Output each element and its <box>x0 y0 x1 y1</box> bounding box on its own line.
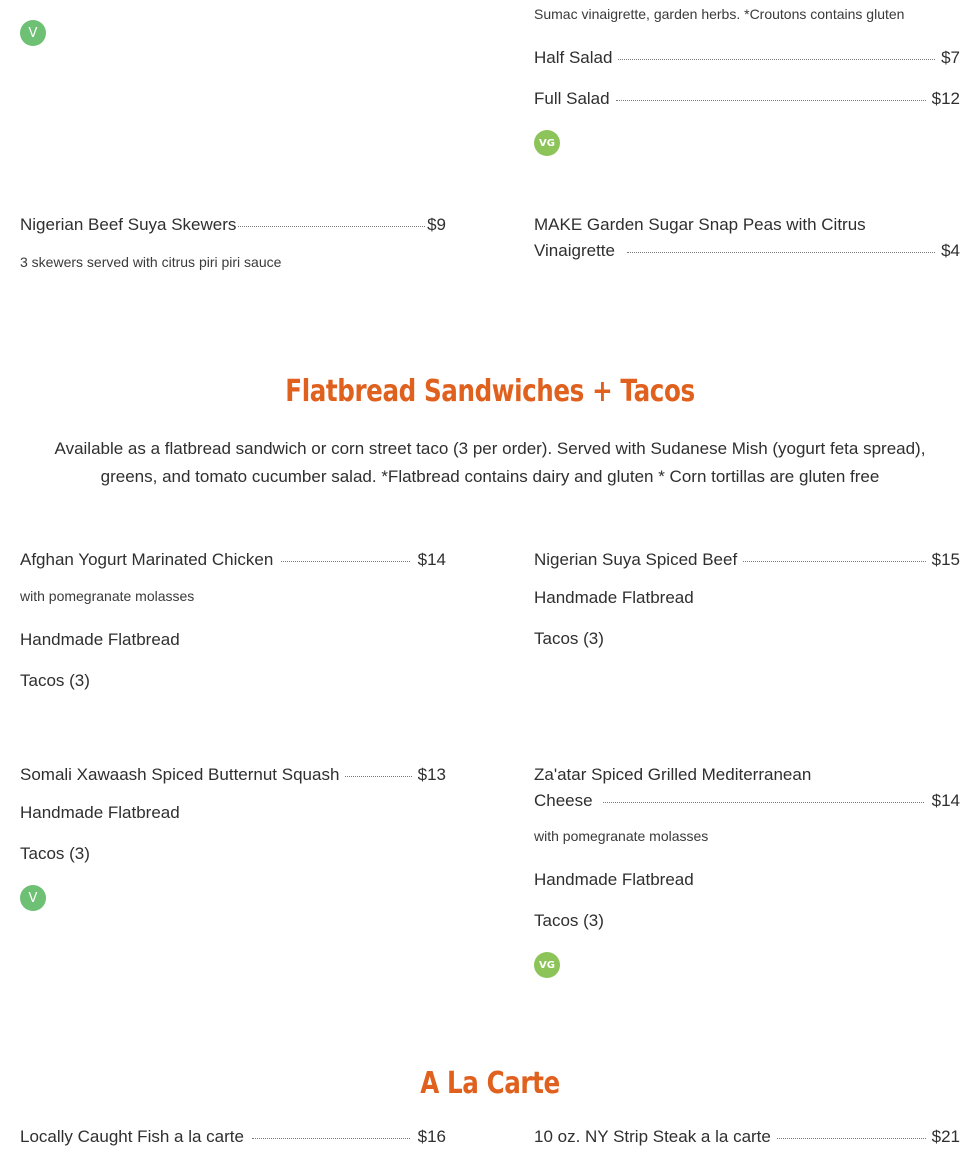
suya-skewers-price: $9 <box>427 215 446 234</box>
chicken-description: with pomegranate molasses <box>20 588 195 604</box>
steak-price: $21 <box>931 1127 960 1146</box>
vegetarian-badge: V <box>20 885 46 911</box>
squash-name: Somali Xawaash Spiced Butternut Squash <box>20 765 340 784</box>
suya-skewers-row <box>20 215 446 235</box>
intro-line-1: Available as a flatbread sandwich or corn street taco (3 per order). Served with Sudanese Mish (yogurt feta spread), <box>54 439 926 458</box>
half-salad-name: Half Salad <box>534 48 613 67</box>
suya-skewers-name: Nigerian Beef Suya Skewers <box>20 215 237 234</box>
chicken-row <box>20 550 446 570</box>
squash-option-flatbread: Handmade Flatbread <box>20 803 180 822</box>
intro-line-2: greens, and tomato cucumber salad. *Flatbread contains dairy and gluten * Corn tortillas are gluten free <box>100 467 880 486</box>
beef-row <box>534 550 960 570</box>
section-title-flatbread: Flatbread Sandwiches + Tacos <box>285 374 695 409</box>
beef-name: Nigerian Suya Spiced Beef <box>534 550 738 569</box>
steak-name: 10 oz. NY Strip Steak a la carte <box>534 1127 771 1146</box>
leader-dots <box>616 100 926 101</box>
fish-name: Locally Caught Fish a la carte <box>20 1127 244 1146</box>
leader-dots <box>603 802 924 803</box>
half-salad-price: $7 <box>941 48 960 67</box>
full-salad-row <box>534 89 960 109</box>
leader-dots <box>238 226 425 227</box>
snap-peas-row <box>534 238 960 264</box>
cheese-item <box>534 762 960 814</box>
squash-row <box>20 765 446 785</box>
leader-dots <box>345 776 411 777</box>
snap-peas-price: $4 <box>941 241 960 260</box>
squash-option-tacos: Tacos (3) <box>20 844 90 863</box>
leader-dots <box>743 561 925 562</box>
cheese-option-tacos: Tacos (3) <box>534 911 604 930</box>
snap-peas-item <box>534 212 960 264</box>
full-salad-name: Full Salad <box>534 89 610 108</box>
fish-row <box>20 1127 446 1147</box>
vegetarian-badge: V <box>20 20 46 46</box>
cheese-row <box>534 788 960 814</box>
fish-price: $16 <box>417 1127 446 1146</box>
leader-dots <box>777 1138 926 1139</box>
half-salad-row <box>534 48 960 68</box>
steak-row <box>534 1127 960 1147</box>
cheese-name-line1: Za'atar Spiced Grilled Mediterranean <box>534 765 812 784</box>
section-intro-flatbread <box>0 435 965 491</box>
vegan-badge: VG <box>534 130 560 156</box>
snap-peas-name-line1: MAKE Garden Sugar Snap Peas with Citrus <box>534 215 866 234</box>
leader-dots <box>627 252 935 253</box>
squash-price: $13 <box>417 765 446 784</box>
vegan-badge: VG <box>534 952 560 978</box>
leader-dots <box>252 1138 410 1139</box>
chicken-option-flatbread: Handmade Flatbread <box>20 630 180 649</box>
section-title-a-la-carte: A La Carte <box>420 1066 560 1101</box>
chicken-name: Afghan Yogurt Marinated Chicken <box>20 550 274 569</box>
snap-peas-name-line2: Vinaigrette <box>534 241 615 260</box>
cheese-option-flatbread: Handmade Flatbread <box>534 870 694 889</box>
leader-dots <box>281 561 409 562</box>
cheese-price: $14 <box>931 791 960 810</box>
cheese-description: with pomegranate molasses <box>534 828 709 844</box>
beef-option-tacos: Tacos (3) <box>534 629 604 648</box>
salad-description: Sumac vinaigrette, garden herbs. *Croutons contains gluten <box>534 6 905 22</box>
chicken-option-tacos: Tacos (3) <box>20 671 90 690</box>
chicken-price: $14 <box>417 550 446 569</box>
leader-dots <box>618 59 935 60</box>
cheese-name-line2: Cheese <box>534 791 593 810</box>
beef-option-flatbread: Handmade Flatbread <box>534 588 694 607</box>
suya-skewers-description: 3 skewers served with citrus piri piri sauce <box>20 254 282 270</box>
beef-price: $15 <box>931 550 960 569</box>
full-salad-price: $12 <box>931 89 960 108</box>
